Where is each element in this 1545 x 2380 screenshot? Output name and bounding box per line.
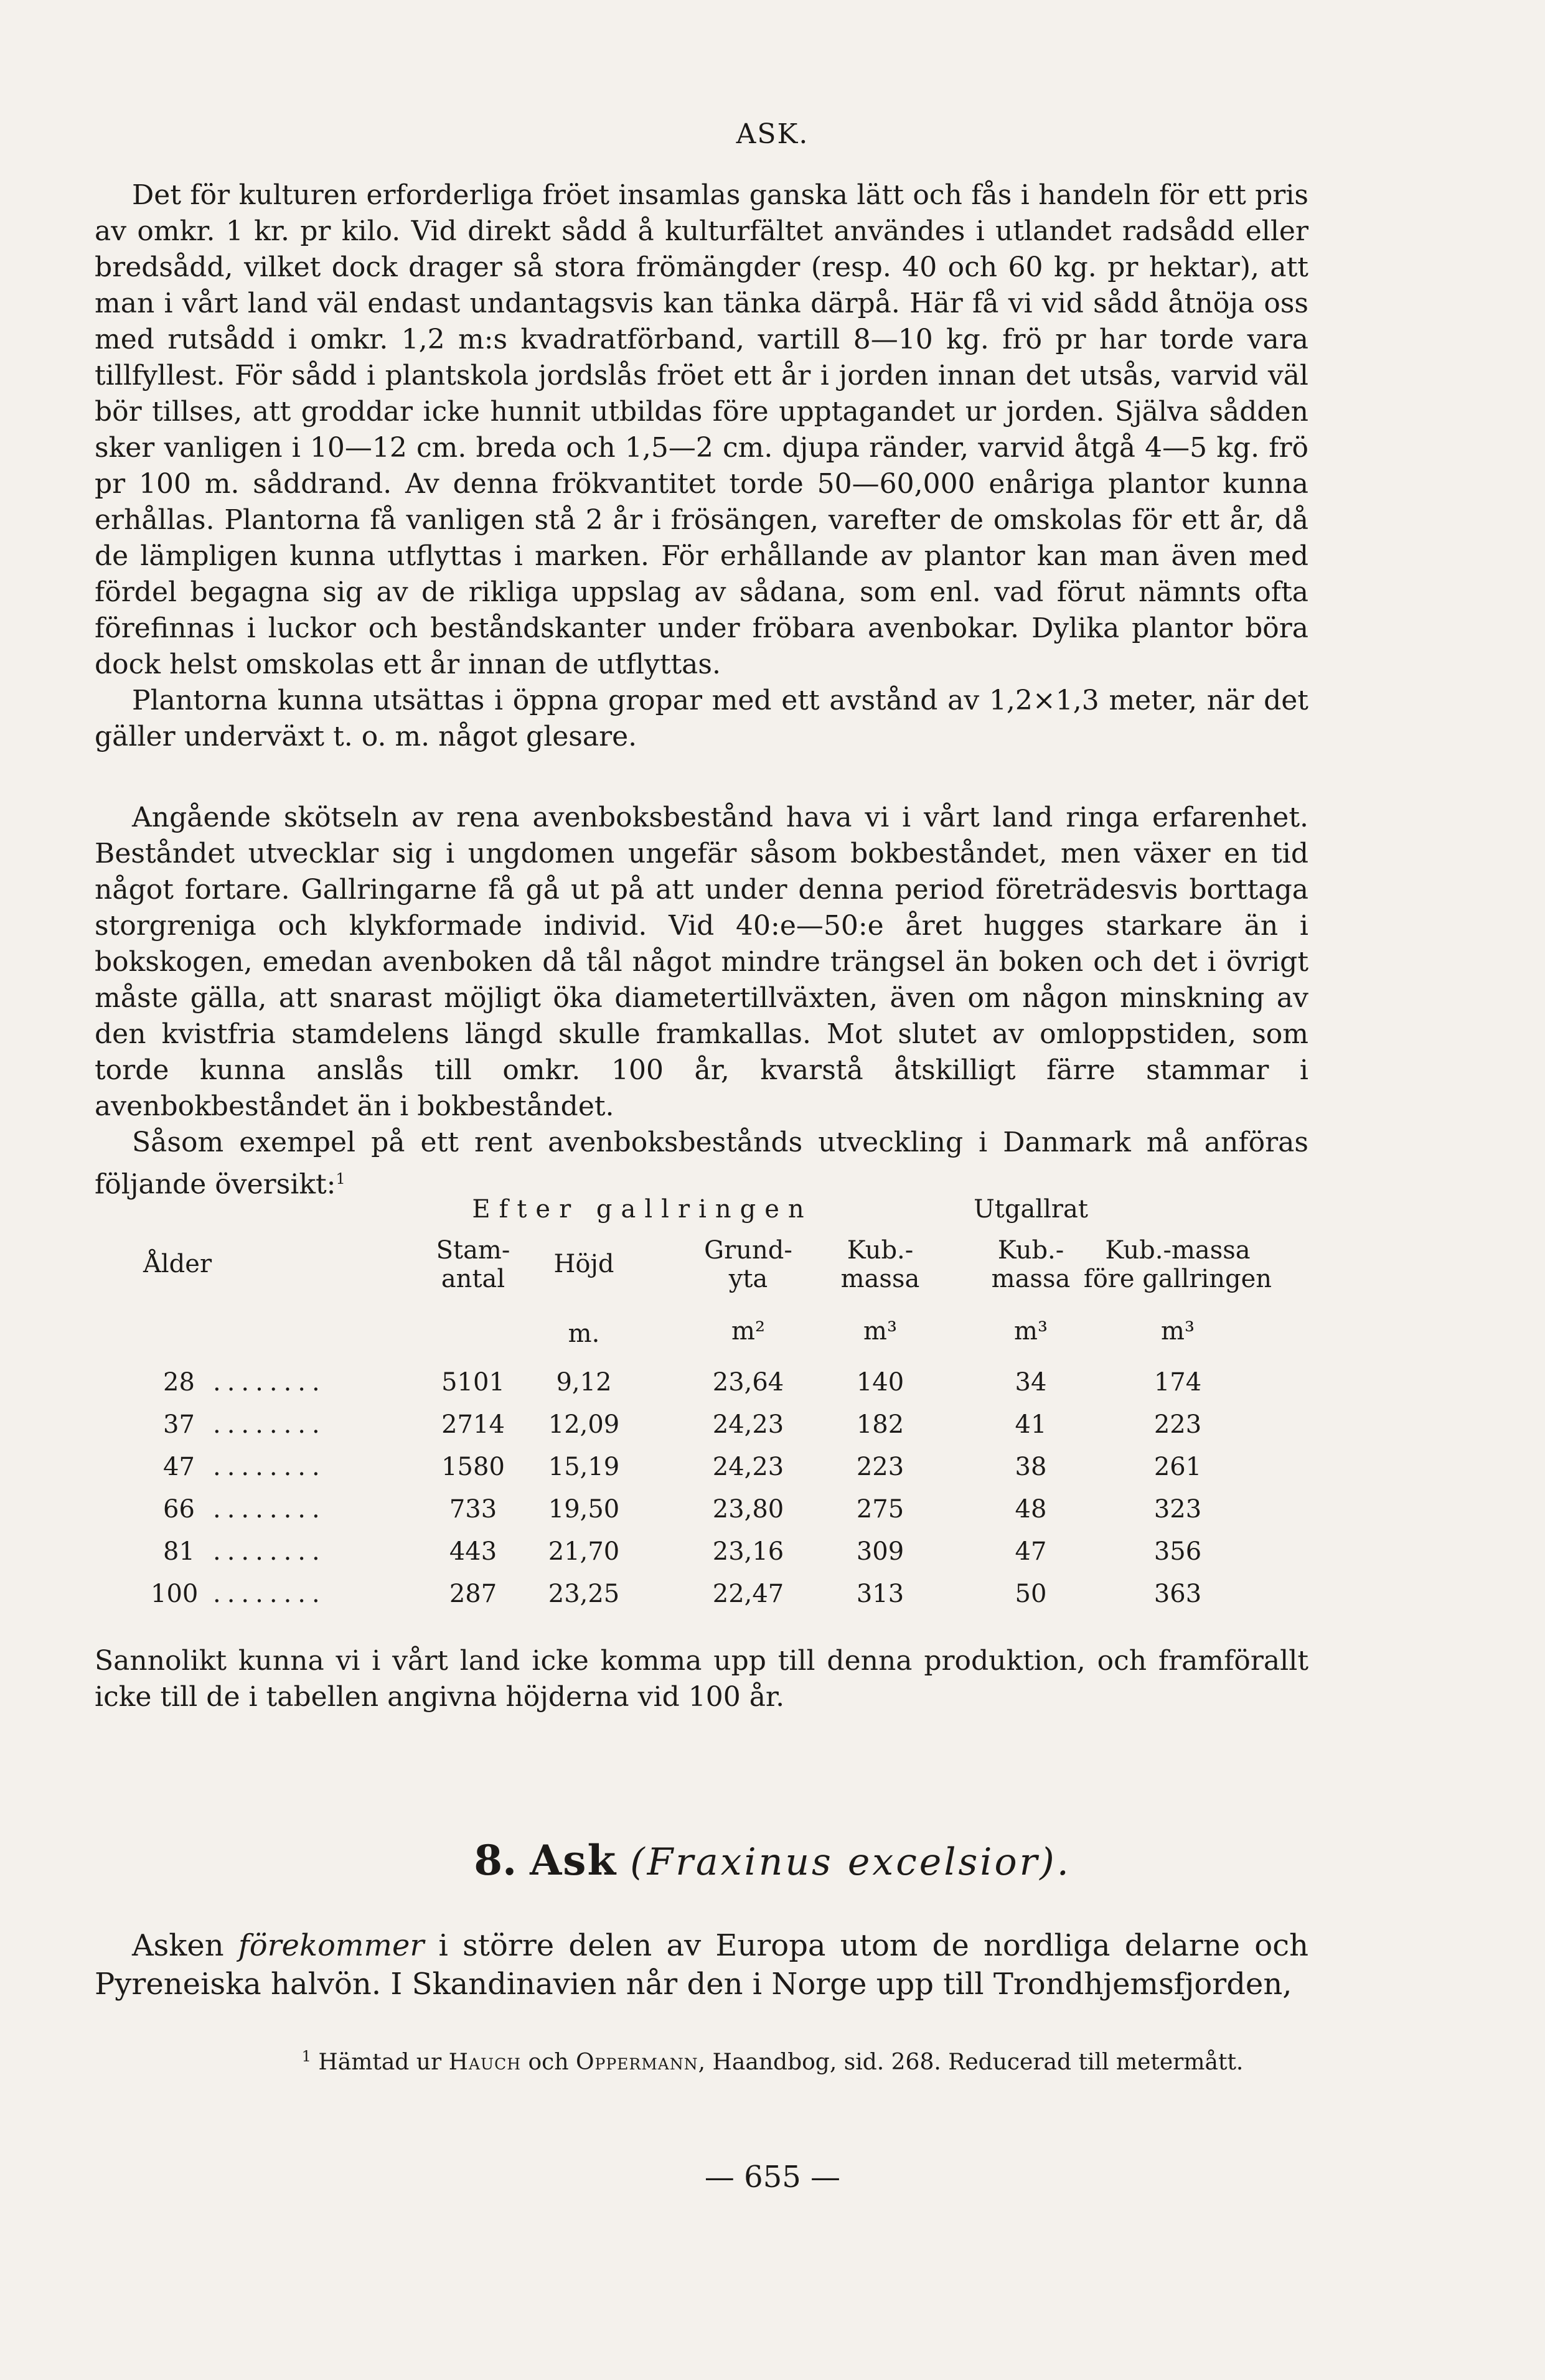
basal-area-cell: 24,23: [712, 1410, 784, 1439]
paragraph-production: Sannolikt kunna vi i vårt land icke komma upp till denna produktion, och framförallt icke till de i tabellen angivna höjderna vid 100 år.: [95, 1645, 1308, 1713]
ash-text-rest: i större delen av Europa utom de nordliga delarne och Pyreneiska halvön. I Skandinavien når den i Norge upp till Trondhjemsfjorden,: [95, 1928, 1308, 2002]
dot-leader: ........: [213, 1580, 326, 1608]
col-header-age: Ålder: [143, 1250, 212, 1278]
body-text-conclusion: [95, 1643, 1308, 1715]
paragraph-planting: Plantorna kunna utsättas i öppna gropar med ett avstånd av 1,2×1,3 meter, när det gäller underväxt t. o. m. något glesare.: [95, 685, 1308, 752]
volume-before-cell: 261: [1153, 1453, 1202, 1481]
stems-cell: 443: [449, 1537, 497, 1566]
removed-volume-cell: 38: [1015, 1453, 1047, 1481]
volume-before-cell: 223: [1153, 1410, 1202, 1439]
basal-area-cell: 22,47: [712, 1580, 784, 1608]
height-cell: 12,09: [548, 1410, 620, 1439]
section-latin-name: (Fraxinus excelsior).: [630, 1840, 1071, 1884]
section-name: Ask: [530, 1836, 618, 1885]
volume-cell: 182: [856, 1410, 904, 1439]
footnote-mark: 1: [301, 2048, 311, 2065]
stems-cell: 5101: [441, 1368, 505, 1397]
paragraph-ash-distribution: [95, 1926, 1308, 2003]
paragraph-stand-care: Angående skötseln av rena avenboksbestånd hava vi i vårt land ringa erfarenhet. Beståndet utvecklar sig i ungdomen ungefär såsom bokbeståndet, men växer en tid något fortare. Gallringarne få gå ut på att under denna period företrädesvis borttaga storgreniga och klykformade individ. Vid 40:e—50:e året hugges starkare än i bokskogen, emedan avenboken då tål något mindre trängsel än boken och det i övrigt måste gälla, att snarast möjligt öka diametertillväxten, även om någon minskning av den kvistfria stamdelens längd skulle framkallas. Mot slutet av omloppstiden, som torde kunna anslås till omkr. 100 år, kvarstå åtskilligt färre stammar i avenbokbeståndet än i bokbeståndet.: [95, 802, 1308, 1122]
removed-volume-cell: 41: [1015, 1410, 1047, 1439]
section-heading: [0, 1836, 1545, 1885]
height-cell: 15,19: [548, 1453, 620, 1481]
col-header-volume: Kub.- massa: [840, 1236, 920, 1293]
body-text-ash: [95, 1926, 1308, 2003]
age-cell: 81: [163, 1537, 195, 1566]
stems-cell: 1580: [441, 1453, 505, 1481]
volume-before-cell: 356: [1153, 1537, 1202, 1566]
col-header-volume-before: Kub.-massa före gallringen: [1083, 1236, 1272, 1293]
age-cell: 28: [163, 1368, 195, 1397]
footnote: [0, 2048, 1545, 2075]
basal-area-cell: 23,16: [712, 1537, 784, 1566]
age-cell: 37: [163, 1410, 195, 1439]
volume-cell: 313: [856, 1580, 904, 1608]
col-header-removed-volume: Kub.- massa: [991, 1236, 1071, 1293]
dot-leader: ........: [213, 1410, 326, 1439]
basal-area-cell: 24,23: [712, 1453, 784, 1481]
unit-removed-volume: m³: [1014, 1317, 1048, 1346]
col-header-height: Höjd: [553, 1250, 614, 1278]
col-header-basal-area: Grund- yta: [704, 1236, 792, 1293]
height-cell: 21,70: [548, 1537, 620, 1566]
volume-cell: 140: [856, 1368, 904, 1397]
dot-leader: ........: [213, 1453, 326, 1481]
volume-before-cell: 363: [1153, 1580, 1202, 1608]
height-cell: 9,12: [556, 1368, 612, 1397]
unit-volume-before: m³: [1161, 1317, 1195, 1346]
height-cell: 23,25: [548, 1580, 620, 1608]
stems-cell: 2714: [441, 1410, 505, 1439]
footnote-author-1: Hauch: [448, 2050, 522, 2075]
footnote-text-b: och: [521, 2050, 576, 2075]
footnote-text-c: , Haandbog, sid. 268. Reducerad till metermått.: [698, 2050, 1244, 2075]
height-cell: 19,50: [548, 1495, 620, 1524]
unit-height: m.: [568, 1319, 600, 1348]
stems-cell: 287: [449, 1580, 497, 1608]
volume-cell: 223: [856, 1453, 904, 1481]
footnote-author-2: Oppermann: [575, 2050, 698, 2075]
dot-leader: ........: [213, 1495, 326, 1524]
footnote-text-a: Hämtad ur: [318, 2050, 449, 2075]
body-text-top: [95, 177, 1308, 755]
page-number: — 655 —: [704, 2160, 841, 2195]
group-header-after-thinning: Efter gallringen: [472, 1195, 813, 1224]
section-number: 8.: [474, 1836, 517, 1885]
volume-before-cell: 323: [1153, 1495, 1202, 1524]
footnote-ref: 1: [336, 1170, 345, 1188]
volume-cell: 275: [856, 1495, 904, 1524]
example-intro-text: Såsom exempel på ett rent avenboksbestånds utveckling i Danmark må anföras följande översikt:: [95, 1127, 1308, 1201]
group-header-removed: Utgallrat: [974, 1195, 1088, 1224]
paragraph-seed-sowing: Det för kulturen erforderliga fröet insamlas ganska lätt och fås i handeln för ett pris av omkr. 1 kr. pr kilo. Vid direkt sådd å kulturfältet användes i utlandet radsådd eller bredsådd, vilket dock drager så stora frömängder (resp. 40 och 60 kg. pr hektar), att man i vårt land väl endast undantagsvis kan tänka därpå. Här få vi vid sådd åtnöja oss med rutsådd i omkr. 1,2 m:s kvadratförband, vartill 8—10 kg. frö pr har torde vara tillfyllest. För sådd i plantskola jordslås fröet ett år i jorden innan det utsås, varvid väl bör tillses, att groddar icke hunnit utbildas före upptagandet ur jorden. Själva sådden sker vanligen i 10—12 cm. breda och 1,5—2 cm. djupa ränder, varvid åtgå 4—5 kg. frö pr 100 m. såddrand. Av denna frökvantitet torde 50—60,000 enåriga plantor kunna erhållas. Plantorna få vanligen stå 2 år i frösängen, varefter de omskolas för ett år, då de lämpligen kunna utflyttas i marken. För erhållande av plantor kan man även med fördel begagna sig av de rikliga uppslag av sådana, som enl. vad förut nämnts ofta förefinnas i luckor och beståndskanter under fröbara avenbokar. Dylika plantor böra dock helst omskolas ett år innan de utflyttas.: [95, 179, 1308, 680]
basal-area-cell: 23,80: [712, 1495, 784, 1524]
ash-text-emphasis: förekommer: [238, 1928, 425, 1963]
body-text-middle: [95, 800, 1308, 1203]
running-head: ASK.: [736, 118, 809, 150]
removed-volume-cell: 47: [1015, 1537, 1047, 1566]
removed-volume-cell: 50: [1015, 1580, 1047, 1608]
dot-leader: ........: [213, 1537, 326, 1566]
unit-basal-area: m²: [731, 1317, 765, 1346]
age-cell: 100: [151, 1580, 199, 1608]
dot-leader: ........: [213, 1368, 326, 1397]
age-cell: 66: [163, 1495, 195, 1524]
unit-volume: m³: [863, 1317, 897, 1346]
stems-cell: 733: [449, 1495, 497, 1524]
removed-volume-cell: 48: [1015, 1495, 1047, 1524]
paragraph-example-intro: [95, 1125, 1308, 1203]
yield-table: [95, 1195, 1315, 1608]
col-header-stems: Stam- antal: [436, 1236, 510, 1293]
ash-text-start: Asken: [132, 1928, 238, 1963]
volume-cell: 309: [856, 1537, 904, 1566]
volume-before-cell: 174: [1153, 1368, 1202, 1397]
age-cell: 47: [163, 1453, 195, 1481]
removed-volume-cell: 34: [1015, 1368, 1047, 1397]
basal-area-cell: 23,64: [712, 1368, 784, 1397]
